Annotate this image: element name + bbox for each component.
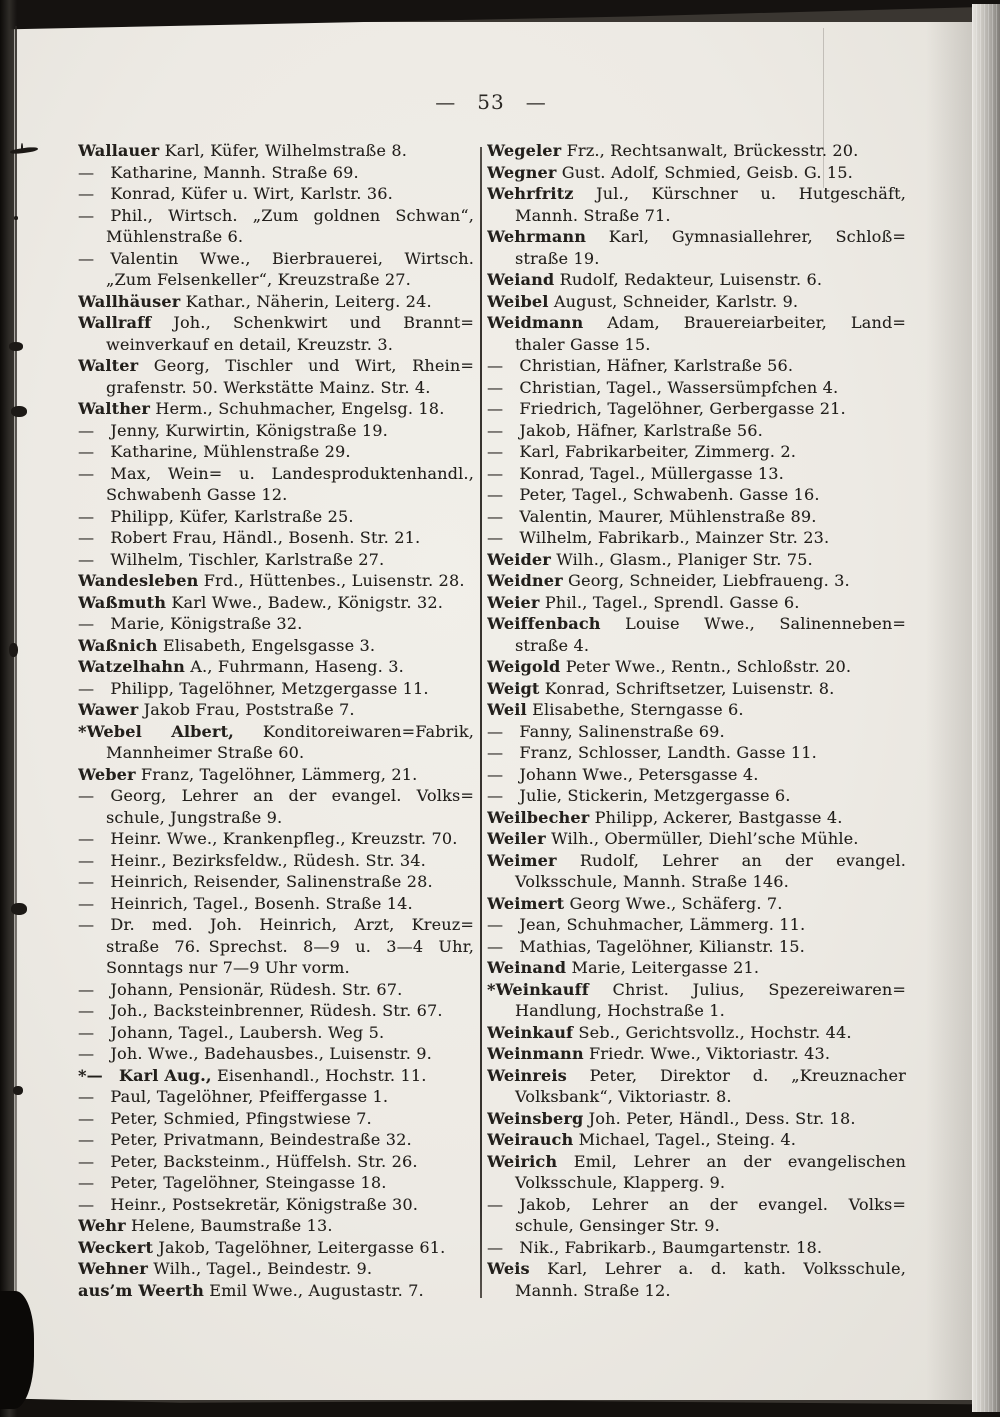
entry-line: Wegeler Frz., Rechtsanwalt, Brückesstr. 20. bbox=[487, 141, 859, 160]
entry-headword: Walther bbox=[78, 399, 151, 418]
entry-headword: Weis bbox=[487, 1259, 530, 1278]
entry-line: — Katharine, Mühlenstraße 29. bbox=[78, 442, 351, 461]
directory-entry bbox=[487, 656, 906, 678]
entry-line: — Heinr., Bezirksfeldw., Rüdesh. Str. 34. bbox=[78, 850, 426, 870]
entry-line: Walther Herm., Schuhmacher, Engelsg. 18. bbox=[78, 399, 445, 418]
entry-line: Weimert Georg Wwe., Schäferg. 7. bbox=[487, 893, 783, 913]
entry-headword: Wegner bbox=[487, 162, 557, 182]
entry-line: Weckert Jakob, Tagelöhner, Leitergasse 61. bbox=[78, 1237, 446, 1257]
directory-entry bbox=[487, 936, 906, 958]
directory-entry bbox=[487, 957, 906, 979]
entry-line: — Joh. Wwe., Badehausbes., Luisenstr. 9. bbox=[78, 1044, 432, 1063]
directory-entry bbox=[78, 1065, 474, 1087]
entry-line: Wallhäuser Kathar., Näherin, Leiterg. 24. bbox=[78, 291, 432, 311]
directory-entry bbox=[78, 656, 474, 678]
entry-headword: Weckert bbox=[78, 1237, 154, 1257]
entry-line: — Christian, Tagel., Wassersümpfchen 4. bbox=[487, 377, 839, 397]
entry-line: Mannh. Straße 12. bbox=[515, 1280, 671, 1300]
entry-line: — Katharine, Mannh. Straße 69. bbox=[78, 162, 359, 182]
entry-headword: Wehr bbox=[78, 1216, 126, 1235]
entry-line: — Peter, Privatmann, Beindestraße 32. bbox=[78, 1130, 412, 1149]
entry-line: — Franz, Schlosser, Landth. Gasse 11. bbox=[487, 743, 817, 762]
directory-entry bbox=[487, 269, 906, 291]
entry-line: Weinmann Friedr. Wwe., Viktoriastr. 43. bbox=[487, 1044, 831, 1063]
entry-line: — Friedrich, Tagelöhner, Gerbergasse 21. bbox=[487, 399, 846, 418]
directory-entry bbox=[487, 1022, 906, 1044]
entry-line: Schwabenh Gasse 12. bbox=[106, 485, 288, 504]
binding-stitch-mark bbox=[13, 1086, 23, 1095]
entry-line: — Jakob, Lehrer an der evangel. Volks= bbox=[487, 1194, 906, 1214]
directory-entry bbox=[487, 398, 906, 420]
directory-entry bbox=[78, 1151, 474, 1173]
entry-headword: Wallhäuser bbox=[78, 291, 181, 311]
entry-line: schule, Jungstraße 9. bbox=[106, 807, 283, 827]
directory-entry bbox=[78, 785, 474, 828]
directory-entry bbox=[78, 893, 474, 915]
entry-line: Weilbecher Philipp, Ackerer, Bastgasse 4. bbox=[487, 807, 843, 827]
directory-entry bbox=[487, 140, 906, 162]
directory-entry bbox=[78, 721, 474, 764]
page-curvature-shadow bbox=[926, 22, 972, 1400]
entry-line: — Joh., Backsteinbrenner, Rüdesh. Str. 67. bbox=[78, 1001, 443, 1020]
entry-line: grafenstr. 50. Werkstätte Mainz. Str. 4. bbox=[106, 377, 431, 397]
directory-entry bbox=[487, 1194, 906, 1237]
entry-headword: Wegeler bbox=[487, 141, 562, 160]
directory-entry bbox=[78, 914, 474, 979]
entry-headword: Weiand bbox=[487, 270, 555, 289]
directory-entry bbox=[78, 635, 474, 657]
directory-entry bbox=[78, 1194, 474, 1216]
directory-entry bbox=[487, 291, 906, 313]
entry-line: Walter Georg, Tischler und Wirt, Rhein= bbox=[78, 356, 474, 375]
directory-entry bbox=[487, 570, 906, 592]
entry-headword: Wandesleben bbox=[78, 571, 199, 590]
directory-entry bbox=[78, 570, 474, 592]
directory-entry bbox=[78, 850, 474, 872]
entry-line: Mühlenstraße 6. bbox=[106, 227, 244, 246]
entry-line: — Peter, Tagel., Schwabenh. Gasse 16. bbox=[487, 485, 820, 504]
entry-line: Weigold Peter Wwe., Rentn., Schloßstr. 20. bbox=[487, 657, 852, 676]
directory-entry bbox=[78, 613, 474, 635]
directory-entry bbox=[78, 678, 474, 700]
entry-line: — Robert Frau, Händl., Bosenh. Str. 21. bbox=[78, 528, 421, 547]
entry-line: — Wilhelm, Fabrikarb., Mainzer Str. 23. bbox=[487, 528, 830, 547]
entry-headword: Waßmuth bbox=[78, 592, 167, 612]
entry-headword: Weil bbox=[487, 700, 527, 719]
entry-headword: Weibel bbox=[487, 291, 549, 311]
entry-line: — Heinrich, Tagel., Bosenh. Straße 14. bbox=[78, 893, 413, 913]
entry-line: Weil Elisabethe, Sterngasse 6. bbox=[487, 700, 744, 719]
directory-entry bbox=[78, 1258, 474, 1280]
entry-line: Wehr Helene, Baumstraße 13. bbox=[78, 1216, 333, 1235]
page-number: — 53 — bbox=[435, 90, 547, 114]
binding-stitch-mark bbox=[21, 143, 23, 153]
directory-entry bbox=[78, 183, 474, 205]
directory-entry bbox=[487, 721, 906, 743]
directory-entry bbox=[78, 463, 474, 506]
directory-entry bbox=[487, 1237, 906, 1259]
entry-line: Weinand Marie, Leitergasse 21. bbox=[487, 958, 760, 977]
directory-entry bbox=[78, 592, 474, 614]
entry-headword: Weigold bbox=[487, 657, 561, 676]
entry-headword: Wehrmann bbox=[487, 227, 587, 246]
column-divider-rule bbox=[480, 147, 482, 1298]
directory-entry bbox=[487, 785, 906, 807]
directory-entry bbox=[487, 807, 906, 829]
directory-entry bbox=[487, 226, 906, 269]
directory-entry bbox=[78, 205, 474, 248]
directory-entry bbox=[78, 764, 474, 786]
entry-headword: Wallauer bbox=[78, 141, 160, 160]
directory-entry bbox=[487, 828, 906, 850]
entry-headword: Weinmann bbox=[487, 1044, 584, 1063]
directory-entry bbox=[78, 1129, 474, 1151]
entry-line: Volksschule, Mannh. Straße 146. bbox=[515, 872, 789, 891]
entry-line: — Heinr. Wwe., Krankenpfleg., Kreuzstr. 70. bbox=[78, 829, 458, 848]
entry-headword: Waßnich bbox=[78, 635, 158, 655]
entry-line: — Marie, Königstraße 32. bbox=[78, 614, 303, 633]
directory-entry bbox=[487, 312, 906, 355]
entry-line: straße 76. Sprechst. 8—9 u. 3—4 Uhr, bbox=[106, 936, 474, 956]
entry-line: Weigt Konrad, Schriftsetzer, Luisenstr. 8. bbox=[487, 678, 835, 698]
entry-headword: Wallraff bbox=[78, 313, 152, 332]
entry-line: — Peter, Tagelöhner, Steingasse 18. bbox=[78, 1173, 387, 1192]
entry-headword: Weirich bbox=[487, 1151, 558, 1171]
directory-entry bbox=[487, 1129, 906, 1151]
directory-entry bbox=[487, 441, 906, 463]
entry-line: Wallraff Joh., Schenkwirt und Brannt= bbox=[78, 313, 474, 332]
directory-entry bbox=[487, 527, 906, 549]
directory-entry bbox=[487, 484, 906, 506]
entry-line: Weis Karl, Lehrer a. d. kath. Volksschule, bbox=[487, 1259, 906, 1278]
entry-line: Weiand Rudolf, Redakteur, Luisenstr. 6. bbox=[487, 270, 823, 289]
entry-headword: Wehrfritz bbox=[487, 184, 574, 203]
binding-stitch-mark bbox=[9, 643, 18, 657]
entry-headword: Weimer bbox=[487, 850, 557, 870]
entry-headword: *Weinkauff bbox=[487, 979, 589, 999]
directory-entry bbox=[78, 871, 474, 893]
directory-entry bbox=[487, 1065, 906, 1108]
directory-entry bbox=[78, 312, 474, 355]
entry-line: schule, Gensinger Str. 9. bbox=[515, 1216, 720, 1235]
directory-entry bbox=[487, 463, 906, 485]
entry-line: Weier Phil., Tagel., Sprendl. Gasse 6. bbox=[487, 592, 800, 612]
entry-line: Weibel August, Schneider, Karlstr. 9. bbox=[487, 291, 799, 311]
entry-headword: *Webel Albert, bbox=[78, 721, 234, 741]
binding-stitch-mark bbox=[14, 216, 18, 220]
directory-entry bbox=[78, 1022, 474, 1044]
directory-entry bbox=[78, 355, 474, 398]
directory-entry bbox=[487, 613, 906, 656]
directory-entry bbox=[78, 1000, 474, 1022]
entry-line: Wawer Jakob Frau, Poststraße 7. bbox=[78, 700, 355, 719]
entry-line: *— Karl Aug., Eisenhandl., Hochstr. 11. bbox=[78, 1065, 427, 1085]
directory-entry bbox=[78, 699, 474, 721]
entry-line: — Max, Wein= u. Landesproduktenhandl., bbox=[78, 463, 474, 483]
entry-line: Waßnich Elisabeth, Engelsgasse 3. bbox=[78, 635, 376, 655]
entry-headword: Weidmann bbox=[487, 313, 584, 332]
directory-entry bbox=[487, 1108, 906, 1130]
entry-line: Weider Wilh., Glasm., Planiger Str. 75. bbox=[487, 549, 813, 569]
directory-entry bbox=[487, 1258, 906, 1301]
directory-entry bbox=[487, 1043, 906, 1065]
directory-entry bbox=[78, 441, 474, 463]
entry-line: — Konrad, Tagel., Müllergasse 13. bbox=[487, 463, 784, 483]
directory-entry bbox=[78, 1237, 474, 1259]
directory-entry bbox=[78, 1280, 474, 1302]
directory-entry bbox=[487, 893, 906, 915]
entry-headword: Weigt bbox=[487, 678, 540, 698]
entry-line: *Webel Albert, Konditoreiwaren=Fabrik, bbox=[78, 721, 474, 741]
entry-headword: aus’m Weerth bbox=[78, 1280, 204, 1300]
entry-line: — Nik., Fabrikarb., Baumgartenstr. 18. bbox=[487, 1237, 823, 1257]
directory-entry bbox=[487, 183, 906, 226]
directory-entry bbox=[78, 248, 474, 291]
directory-entry bbox=[487, 506, 906, 528]
entry-line: Watzelhahn A., Fuhrmann, Haseng. 3. bbox=[78, 657, 404, 676]
entry-headword: Weinkauf bbox=[487, 1022, 574, 1042]
entry-line: — Wilhelm, Tischler, Karlstraße 27. bbox=[78, 549, 385, 569]
left-column bbox=[78, 140, 474, 1301]
entry-headword: Weinsberg bbox=[487, 1108, 584, 1128]
entry-line: — Konrad, Küfer u. Wirt, Karlstr. 36. bbox=[78, 184, 393, 203]
entry-line: straße 19. bbox=[515, 248, 600, 268]
entry-line: — Valentin, Maurer, Mühlenstraße 89. bbox=[487, 506, 817, 526]
directory-entry bbox=[487, 699, 906, 721]
entry-line: — Philipp, Tagelöhner, Metzgergasse 11. bbox=[78, 678, 429, 698]
directory-entry bbox=[487, 549, 906, 571]
entry-headword: Weilbecher bbox=[487, 807, 590, 827]
directory-entry bbox=[78, 828, 474, 850]
entry-line: Weber Franz, Tagelöhner, Lämmerg, 21. bbox=[78, 764, 418, 784]
entry-line: — Phil., Wirtsch. „Zum goldnen Schwan“, bbox=[78, 205, 474, 225]
entry-line: Weinsberg Joh. Peter, Händl., Dess. Str. 18. bbox=[487, 1108, 856, 1128]
entry-headword: Weinand bbox=[487, 958, 567, 977]
directory-entry bbox=[487, 377, 906, 399]
entry-line: Weidner Georg, Schneider, Liebfraueng. 3. bbox=[487, 571, 850, 590]
entry-line: — Johann, Pensionär, Rüdesh. Str. 67. bbox=[78, 979, 403, 999]
entry-headword: Weidner bbox=[487, 571, 563, 590]
entry-line: — Mathias, Tagelöhner, Kilianstr. 15. bbox=[487, 936, 805, 956]
entry-headword: Walter bbox=[78, 356, 139, 375]
directory-entry bbox=[487, 979, 906, 1022]
directory-entry bbox=[78, 162, 474, 184]
entry-headword: Weider bbox=[487, 549, 551, 569]
entry-headword: *— Karl Aug., bbox=[78, 1065, 212, 1085]
directory-entry bbox=[78, 1215, 474, 1237]
entry-line: straße 4. bbox=[515, 635, 590, 655]
entry-line: — Johann Wwe., Petersgasse 4. bbox=[487, 764, 759, 784]
directory-columns bbox=[78, 140, 906, 1301]
directory-entry bbox=[487, 678, 906, 700]
entry-headword: Wehner bbox=[78, 1259, 148, 1278]
directory-entry bbox=[487, 355, 906, 377]
binding-stitch-mark bbox=[11, 406, 27, 417]
binding-crease-line bbox=[15, 26, 17, 1390]
directory-entry bbox=[78, 549, 474, 571]
entry-line: Mannh. Straße 71. bbox=[515, 205, 671, 225]
entry-line: Weiffenbach Louise Wwe., Salinenneben= bbox=[487, 614, 906, 633]
entry-line: Volksschule, Klapperg. 9. bbox=[515, 1173, 726, 1192]
entry-line: Weimer Rudolf, Lehrer an der evangel. bbox=[487, 850, 906, 870]
directory-entry bbox=[78, 506, 474, 528]
entry-line: Wehner Wilh., Tagel., Beindestr. 9. bbox=[78, 1259, 373, 1278]
entry-line: Waßmuth Karl Wwe., Badew., Königstr. 32. bbox=[78, 592, 444, 612]
directory-entry bbox=[78, 420, 474, 442]
entry-line: — Paul, Tagelöhner, Pfeiffergasse 1. bbox=[78, 1087, 389, 1106]
entry-line: Weirich Emil, Lehrer an der evangelischen bbox=[487, 1151, 906, 1171]
entry-line: Wehrfritz Jul., Kürschner u. Hutgeschäft, bbox=[487, 184, 906, 203]
entry-line: — Peter, Backsteinm., Hüffelsh. Str. 26. bbox=[78, 1151, 418, 1171]
entry-line: — Georg, Lehrer an der evangel. Volks= bbox=[78, 786, 474, 805]
entry-line: Volksbank“, Viktoriastr. 8. bbox=[515, 1087, 732, 1106]
entry-headword: Watzelhahn bbox=[78, 657, 185, 676]
directory-entry bbox=[78, 291, 474, 313]
entry-line: — Valentin Wwe., Bierbrauerei, Wirtsch. bbox=[78, 248, 474, 268]
entry-line: Wallauer Karl, Küfer, Wilhelmstraße 8. bbox=[78, 141, 407, 160]
entry-line: Weidmann Adam, Brauereiarbeiter, Land= bbox=[487, 313, 906, 332]
binding-stitch-mark bbox=[9, 342, 23, 351]
directory-entry bbox=[78, 1043, 474, 1065]
entry-line: aus’m Weerth Emil Wwe., Augustastr. 7. bbox=[78, 1280, 424, 1300]
entry-headword: Weirauch bbox=[487, 1130, 574, 1149]
binding-stitch-mark bbox=[11, 903, 27, 915]
directory-entry bbox=[487, 1151, 906, 1194]
entry-line: Handlung, Hochstraße 1. bbox=[515, 1001, 725, 1020]
entry-line: Weirauch Michael, Tagel., Steing. 4. bbox=[487, 1130, 797, 1149]
entry-line: — Johann, Tagel., Laubersh. Weg 5. bbox=[78, 1022, 385, 1042]
entry-line: „Zum Felsenkeller“, Kreuzstraße 27. bbox=[106, 270, 411, 289]
right-column bbox=[487, 140, 906, 1301]
entry-line: — Julie, Stickerin, Metzgergasse 6. bbox=[487, 786, 791, 805]
entry-line: Wandesleben Frd., Hüttenbes., Luisenstr. 28. bbox=[78, 571, 465, 590]
directory-entry bbox=[487, 592, 906, 614]
entry-line: — Dr. med. Joh. Heinrich, Arzt, Kreuz= bbox=[78, 915, 474, 934]
entry-line: Sonntags nur 7—9 Uhr vorm. bbox=[106, 958, 350, 977]
directory-entry bbox=[487, 742, 906, 764]
directory-entry bbox=[78, 979, 474, 1001]
directory-entry bbox=[78, 1172, 474, 1194]
directory-entry bbox=[487, 850, 906, 893]
entry-line: Mannheimer Straße 60. bbox=[106, 743, 305, 762]
directory-entry bbox=[78, 527, 474, 549]
entry-line: Wehrmann Karl, Gymnasiallehrer, Schloß= bbox=[487, 227, 906, 246]
directory-entry bbox=[78, 398, 474, 420]
entry-line: weinverkauf en detail, Kreuzstr. 3. bbox=[106, 334, 394, 354]
directory-entry bbox=[487, 914, 906, 936]
entry-headword: Weber bbox=[78, 764, 136, 784]
entry-line: — Jakob, Häfner, Karlstraße 56. bbox=[487, 420, 763, 440]
entry-line: — Philipp, Küfer, Karlstraße 25. bbox=[78, 506, 354, 526]
entry-line: Weinkauf Seb., Gerichtsvollz., Hochstr. 44. bbox=[487, 1022, 852, 1042]
entry-line: — Jenny, Kurwirtin, Königstraße 19. bbox=[78, 420, 388, 440]
entry-line: thaler Gasse 15. bbox=[515, 334, 651, 354]
entry-headword: Weier bbox=[487, 592, 540, 612]
entry-headword: Wawer bbox=[78, 700, 139, 719]
entry-line: — Christian, Häfner, Karlstraße 56. bbox=[487, 356, 794, 375]
directory-entry bbox=[78, 140, 474, 162]
entry-line: — Fanny, Salinenstraße 69. bbox=[487, 721, 725, 741]
entry-line: Wegner Gust. Adolf, Schmied, Geisb. G. 15. bbox=[487, 162, 853, 182]
directory-entry bbox=[487, 764, 906, 786]
entry-line: — Peter, Schmied, Pfingstwiese 7. bbox=[78, 1108, 372, 1128]
directory-entry bbox=[78, 1108, 474, 1130]
entry-headword: Weimert bbox=[487, 893, 565, 913]
entry-line: — Jean, Schuhmacher, Lämmerg. 11. bbox=[487, 915, 806, 934]
book-fore-edge bbox=[972, 4, 1000, 1412]
directory-entry bbox=[487, 420, 906, 442]
entry-line: — Karl, Fabrikarbeiter, Zimmerg. 2. bbox=[487, 442, 797, 461]
entry-headword: Weiffenbach bbox=[487, 614, 601, 633]
directory-entry bbox=[78, 1086, 474, 1108]
entry-line: — Heinr., Postsekretär, Königstraße 30. bbox=[78, 1194, 419, 1214]
directory-entry bbox=[487, 162, 906, 184]
entry-line: Weinreis Peter, Direktor d. „Kreuznacher bbox=[487, 1065, 906, 1085]
entry-headword: Weiler bbox=[487, 829, 546, 848]
entry-line: Weiler Wilh., Obermüller, Diehl’sche Mühle. bbox=[487, 829, 859, 848]
entry-line: *Weinkauff Christ. Julius, Spezereiwaren= bbox=[487, 979, 906, 999]
entry-headword: Weinreis bbox=[487, 1065, 567, 1085]
entry-line: — Heinrich, Reisender, Salinenstraße 28. bbox=[78, 872, 433, 891]
